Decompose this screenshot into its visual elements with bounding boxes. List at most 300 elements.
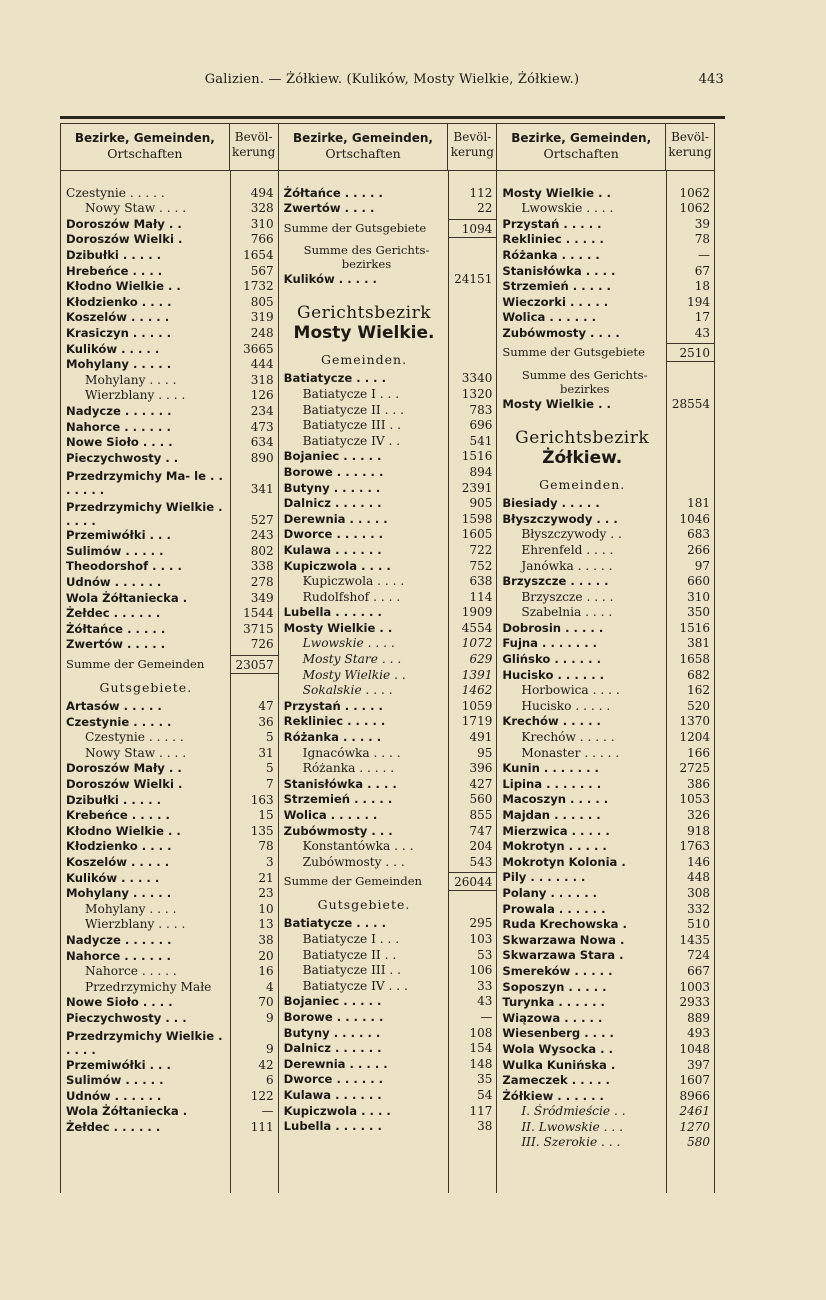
place-name: Ehrenfeld . . . .	[521, 542, 614, 557]
place-name: Borowe . . . . . .	[283, 1009, 384, 1024]
table-row	[497, 396, 715, 412]
population-value: 31	[258, 745, 274, 760]
place-name: Macoszyn . . . . .	[502, 792, 609, 807]
table-row	[61, 279, 279, 295]
table-row	[497, 527, 715, 543]
place-name: Mosty Stare . . .	[302, 652, 402, 667]
place-name: Sulimów . . . . .	[66, 543, 164, 558]
population-value: 381	[687, 636, 711, 651]
place-name: Kłodzienko . . . .	[66, 294, 172, 309]
place-name: Batiatycze I . . .	[302, 931, 400, 946]
place-name: Przemiwółki . . .	[66, 528, 171, 543]
population-value: 448	[687, 870, 711, 885]
header-rule	[60, 116, 725, 119]
table-row	[279, 297, 450, 349]
place-name: Szabelnia . . . .	[521, 605, 613, 620]
place-name: Janówka . . . . .	[521, 558, 613, 573]
table-row	[61, 450, 279, 466]
table-row	[279, 185, 498, 201]
table-row	[279, 386, 498, 402]
population-value: 802	[250, 543, 274, 558]
table-row	[61, 792, 279, 808]
table-row	[497, 761, 715, 777]
table-row	[279, 464, 498, 480]
population-value: —	[698, 247, 711, 262]
table-row	[497, 1010, 715, 1026]
place-name: Nahorce . . . . .	[85, 964, 177, 979]
place-name: Bojaniec . . . . .	[283, 449, 382, 464]
header-pop: Bevöl-	[671, 130, 709, 144]
table-row	[497, 412, 715, 422]
place-name: Krasiczyn . . . . .	[66, 325, 172, 340]
place-name: Mohylany . . . . .	[66, 357, 172, 372]
population-value: 106	[469, 963, 493, 978]
population-value: 308	[687, 885, 711, 900]
population-value: 204	[469, 839, 493, 854]
table-row	[497, 263, 715, 279]
place-name: Nadycze . . . . . .	[66, 932, 172, 947]
population-value: 1370	[679, 714, 711, 729]
table-row	[497, 745, 715, 761]
population-value: 629	[469, 652, 493, 667]
population-value: 1094	[449, 219, 497, 238]
place-name: Stanisłówka . . . .	[502, 263, 616, 278]
table-row	[61, 466, 279, 497]
header-name-cell	[61, 124, 230, 170]
population-value: 747	[469, 823, 493, 838]
place-name: Dalnicz . . . . . .	[283, 1041, 382, 1056]
population-value: 341	[250, 481, 274, 496]
place-name: Mohylany . . . .	[85, 372, 177, 387]
table-row	[61, 372, 279, 388]
population-value: 278	[250, 575, 274, 590]
population-value: 1062	[679, 201, 711, 216]
table-row	[497, 729, 715, 745]
population-value: 396	[469, 761, 493, 776]
population-value: 1654	[243, 247, 274, 262]
table-row	[279, 542, 498, 558]
table-row	[61, 1104, 279, 1120]
table-row	[279, 947, 498, 963]
table-row	[61, 917, 279, 933]
table-row	[61, 528, 279, 544]
table-row	[497, 885, 715, 901]
header-pop-cell	[666, 124, 715, 170]
population-value: 28554	[671, 396, 711, 411]
table-row	[61, 948, 279, 964]
table-row	[279, 698, 498, 714]
table-row	[279, 894, 498, 916]
table-row	[61, 232, 279, 248]
table-row	[61, 1073, 279, 1089]
table-row	[497, 1073, 715, 1089]
place-name: Summe der Gutsgebiete	[502, 345, 645, 360]
table-row	[279, 605, 498, 621]
place-name: Zubówmosty . . .	[283, 823, 393, 838]
place-name: Lwowskie . . . .	[521, 201, 614, 216]
place-name: Różanka . . . . .	[283, 730, 382, 745]
population-value: 2391	[461, 480, 493, 495]
row-list	[279, 171, 498, 1134]
header-pop-sub: kerung	[232, 145, 276, 159]
place-name: Kunin . . . . . . .	[502, 761, 599, 776]
place-name: Dworce . . . . . .	[283, 1072, 384, 1087]
place-name: Nowe Sioło . . . .	[66, 435, 173, 450]
place-name: Przedrzymichy Wielkie . . . . .	[66, 1028, 223, 1057]
population-value: 905	[469, 496, 493, 511]
place-name: Doroszów Wielki .	[66, 232, 183, 247]
place-name: Mierzwica . . . . .	[502, 823, 610, 838]
table-row	[279, 1009, 498, 1025]
place-name: Wiesenberg . . . .	[502, 1026, 614, 1041]
table-row	[279, 201, 498, 217]
place-name: Dzibułki . . . . .	[66, 792, 162, 807]
population-value: 543	[469, 854, 493, 869]
table-row	[61, 247, 279, 263]
population-value: 1059	[461, 698, 493, 713]
population-value: 1598	[461, 511, 493, 526]
table-row	[279, 823, 498, 839]
table-row	[279, 1025, 498, 1041]
place-name: Pily . . . . . . .	[502, 870, 586, 885]
column-header	[497, 123, 715, 171]
table-row	[497, 511, 715, 527]
place-name: Mosty Wielkie . .	[283, 620, 393, 635]
table-row	[497, 589, 715, 605]
population-value: 70	[258, 995, 274, 1010]
population-value: 319	[250, 310, 274, 325]
population-value: 38	[477, 1119, 493, 1134]
place-name: Summe der Gutsgebiete	[283, 220, 427, 235]
table-row	[497, 294, 715, 310]
table-row	[279, 776, 498, 792]
population-value: 783	[469, 402, 493, 417]
place-name: Turynka . . . . . .	[502, 995, 605, 1010]
place-name: Mokrotyn Kolonia .	[502, 854, 626, 869]
table-row	[61, 776, 279, 792]
table-row	[61, 676, 279, 698]
table-row	[497, 932, 715, 948]
table-row	[497, 651, 715, 667]
population-value: 683	[687, 527, 711, 542]
table-row	[279, 792, 498, 808]
place-name: Kupiczwola . . . .	[283, 558, 391, 573]
header-name: Bezirke, Gemeinden,	[293, 131, 433, 145]
table-row	[279, 761, 498, 777]
place-name: Mosty Wielkie . .	[302, 667, 406, 682]
population-value: 22	[477, 201, 493, 216]
table-row	[497, 247, 715, 263]
place-name: Artasów . . . . .	[66, 699, 162, 714]
place-name: Dalnicz . . . . . .	[283, 496, 382, 511]
table-row	[61, 341, 279, 357]
place-name: Nowy Staw . . . .	[85, 201, 187, 216]
population-value: —	[261, 1104, 274, 1119]
population-value: 667	[687, 963, 711, 978]
place-name: Nowe Sioło . . . .	[66, 995, 173, 1010]
header-name-sub: Ortschaften	[543, 146, 619, 161]
table-row	[279, 729, 498, 745]
table-row	[279, 271, 498, 287]
table-row	[279, 667, 498, 683]
population-value: 918	[687, 823, 711, 838]
place-name: Hrebeńce . . . .	[66, 263, 163, 278]
population-value: 1204	[679, 730, 711, 745]
population-value: 1072	[461, 636, 493, 651]
table-row	[61, 310, 279, 326]
population-value: 15	[258, 808, 274, 823]
place-name: Kulików . . . . .	[283, 271, 377, 286]
table-row	[279, 433, 498, 449]
table-row	[497, 807, 715, 823]
table-row	[61, 964, 279, 980]
header-name-cell	[497, 124, 666, 170]
place-name: Koszelów . . . . .	[66, 854, 170, 869]
population-value: 1048	[679, 1041, 711, 1056]
table-row	[497, 325, 715, 341]
population-value: 154	[469, 1041, 493, 1056]
column-body	[279, 171, 498, 1193]
population-value: 1909	[461, 605, 493, 620]
header-name: Bezirke, Gemeinden,	[511, 131, 652, 145]
population-value: 78	[258, 839, 274, 854]
table-row	[61, 932, 279, 948]
place-name: Doroszów Wielki .	[66, 777, 183, 791]
population-value: 1391	[461, 667, 493, 682]
population-value: 26044	[449, 872, 497, 891]
place-name: Nahorce . . . . . .	[66, 948, 171, 963]
population-value: 427	[469, 776, 493, 791]
population-value: 2725	[679, 761, 711, 776]
table-row	[61, 357, 279, 373]
place-name: Krebeńce . . . . .	[66, 808, 170, 823]
place-name: Wola Żółtaniecka .	[66, 590, 188, 605]
page-title: Galizien. — Żółkiew. (Kulików, Mosty Wielkie, Żółkiew.)	[204, 72, 580, 87]
table-column-2	[279, 123, 498, 1193]
place-name: Zameczek . . . . .	[502, 1073, 610, 1088]
place-name: Lipina . . . . . . .	[502, 776, 602, 791]
place-name: Horbowica . . . .	[521, 683, 620, 698]
table-row	[279, 651, 498, 667]
table-row	[497, 979, 715, 995]
population-value: 194	[687, 294, 711, 309]
table-row	[279, 216, 498, 240]
population-value: 5	[266, 761, 274, 776]
place-name: Wola Wysocka . .	[502, 1041, 614, 1056]
population-value: 43	[694, 325, 711, 340]
population-value: 266	[687, 542, 711, 557]
population-value: 638	[469, 574, 493, 589]
place-name: III. Szerokie . . .	[521, 1135, 621, 1150]
table-row	[279, 963, 498, 979]
table-row	[497, 474, 715, 496]
population-value: 1544	[243, 606, 274, 621]
population-value: 108	[469, 1025, 493, 1040]
table-row	[61, 1026, 279, 1057]
place-name: Przystań . . . . .	[283, 698, 383, 713]
table-row	[497, 823, 715, 839]
population-value: 4	[266, 979, 274, 994]
place-name: Udnów . . . . . .	[66, 575, 162, 590]
table-row	[279, 1072, 498, 1088]
place-name: Żółtańce . . . . .	[283, 185, 383, 200]
place-name: Lubella . . . . . .	[283, 605, 382, 620]
place-name: Batiatycze I . . .	[302, 386, 400, 401]
population-value: 310	[687, 589, 711, 604]
population-value: 47	[258, 699, 274, 714]
place-name: Kulików . . . . .	[66, 341, 160, 356]
population-value: 112	[469, 185, 493, 200]
place-name: Smereków . . . . .	[502, 963, 613, 978]
table-row	[279, 1056, 498, 1072]
table-row	[279, 714, 498, 730]
population-value: 889	[687, 1010, 711, 1025]
population-value: 1462	[461, 683, 493, 698]
district-heading-name: Żółkiew.	[542, 447, 623, 468]
table-row	[61, 995, 279, 1011]
population-value: 243	[250, 528, 274, 543]
table-row	[497, 870, 715, 886]
population-value: 1607	[679, 1073, 711, 1088]
population-value: —	[480, 1009, 493, 1024]
population-value: 2461	[679, 1104, 711, 1119]
population-value: 42	[258, 1057, 274, 1072]
place-name: Mohylany . . . . .	[66, 886, 172, 901]
population-value: 36	[258, 714, 274, 729]
table-row	[279, 418, 498, 434]
table-row	[61, 839, 279, 855]
population-value: 386	[687, 776, 711, 791]
table-row	[497, 1088, 715, 1104]
place-name: Hucisko . . . . .	[521, 698, 611, 713]
place-name: Summe der Gemeinden	[283, 874, 423, 889]
population-value: 660	[687, 574, 711, 589]
place-name: Różanka . . . . .	[302, 761, 395, 776]
table-row	[279, 870, 498, 894]
population-value: 3665	[243, 341, 274, 356]
population-value: 722	[469, 542, 493, 557]
population-value: 3	[266, 854, 274, 869]
table-row	[61, 263, 279, 279]
population-value: 634	[250, 435, 274, 450]
place-name: Błyszczywody . .	[521, 527, 622, 542]
header-pop: Bevöl-	[453, 130, 492, 144]
place-name: Strzemień . . . . .	[502, 279, 611, 294]
table-row	[61, 621, 279, 637]
place-name: Błyszczywody . . .	[502, 511, 618, 526]
table-row	[61, 419, 279, 435]
table-row	[61, 714, 279, 730]
population-value: 1719	[461, 714, 493, 729]
table-row	[279, 931, 498, 947]
table-row	[61, 574, 279, 590]
table-row	[61, 637, 279, 653]
population-value: 9	[266, 1041, 274, 1056]
place-name: Dzibułki . . . . .	[66, 247, 162, 262]
population-value: 54	[477, 1087, 493, 1102]
table-row	[61, 201, 279, 217]
place-name: Derewnia . . . . .	[283, 511, 388, 526]
table-row	[279, 620, 498, 636]
place-name: Kłodzienko . . . .	[66, 839, 172, 854]
table-row	[279, 371, 498, 387]
place-name: Udnów . . . . . .	[66, 1088, 162, 1103]
population-value: 541	[469, 433, 493, 448]
place-name: Czestynie . . . . .	[85, 730, 184, 745]
table-row	[279, 636, 498, 652]
table-row	[279, 574, 498, 590]
table-row	[61, 979, 279, 995]
place-name: Zubówmosty . . . .	[502, 325, 620, 340]
place-name: Skwarzawa Nowa .	[502, 932, 625, 947]
table-row	[497, 948, 715, 964]
population-value: 397	[687, 1057, 711, 1072]
population-value: 146	[687, 854, 711, 869]
table-row	[279, 527, 498, 543]
table-row	[61, 901, 279, 917]
place-name: Przemiwółki . . .	[66, 1057, 171, 1072]
population-value: 248	[250, 325, 274, 340]
place-name: Koszelów . . . . .	[66, 310, 170, 325]
table-row	[61, 435, 279, 451]
population-value: 696	[469, 418, 493, 433]
place-name: Gutsgebiete.	[99, 679, 193, 695]
population-value: 181	[687, 496, 711, 511]
place-name: Batiatycze III . .	[302, 963, 402, 978]
population-value: 766	[250, 232, 274, 247]
table-row	[61, 808, 279, 824]
population-value: 23	[258, 886, 274, 901]
table-row	[279, 511, 498, 527]
place-name: Wola Żółtaniecka .	[66, 1104, 188, 1119]
table-row	[497, 698, 715, 714]
place-name: Kulików . . . . .	[66, 870, 160, 885]
population-value: 1516	[461, 449, 493, 464]
place-name: Bojaniec . . . . .	[283, 994, 382, 1009]
population-value: 35	[477, 1072, 493, 1087]
place-name: Zwertów . . . .	[283, 201, 375, 216]
population-value: 332	[687, 901, 711, 916]
table-row	[497, 963, 715, 979]
table-row	[61, 559, 279, 575]
column-body	[61, 171, 279, 1193]
population-value: 8966	[679, 1088, 711, 1103]
table-row	[497, 1026, 715, 1042]
place-name: Batiatycze II . .	[302, 947, 397, 962]
column-header	[279, 123, 498, 171]
place-name: Batiatycze IV . .	[302, 433, 401, 448]
population-value: 3715	[243, 621, 274, 636]
population-value: 78	[694, 232, 711, 247]
place-name: Doroszów Mały . .	[66, 761, 182, 776]
population-value: 473	[250, 419, 274, 434]
place-name: Stanisłówka . . . .	[283, 776, 397, 791]
place-name: Mohylany . . . .	[85, 901, 177, 916]
population-value: 9	[266, 1010, 274, 1025]
place-name: Nowy Staw . . . .	[85, 745, 187, 760]
place-name: Prowala . . . . . .	[502, 901, 606, 916]
place-name: Mosty Wielkie . .	[502, 396, 611, 411]
table-row	[279, 589, 498, 605]
table-row	[279, 683, 498, 699]
population-value: 67	[694, 263, 711, 278]
table-row	[61, 1010, 279, 1026]
place-name: Majdan . . . . . .	[502, 808, 601, 822]
population-value: 17	[694, 310, 711, 325]
place-name: Przedrzymichy Wielkie . . . . .	[66, 499, 223, 528]
place-name: Pieczychwosty . . .	[66, 1010, 187, 1025]
table-row	[497, 620, 715, 636]
